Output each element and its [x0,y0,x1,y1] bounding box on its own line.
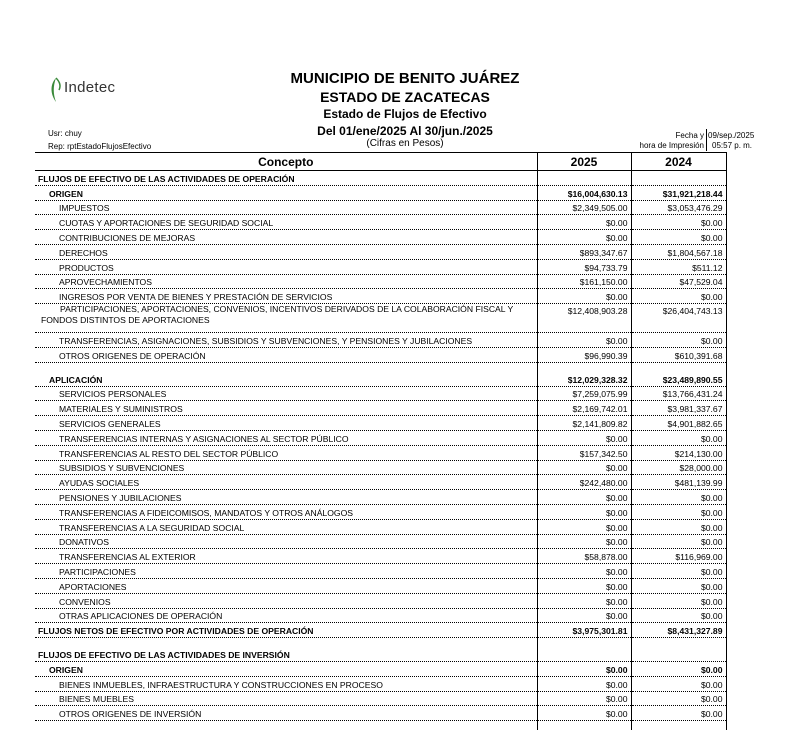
table-row [35,564,726,579]
table-row [35,289,726,304]
row-concepto: DERECHOS [35,244,537,259]
year-2025-header: 2025 [537,153,631,171]
row-value-2024 [631,362,726,372]
table-row [35,593,726,608]
indetec-logo [48,76,128,106]
row-concepto: TRANSFERENCIAS, ASIGNACIONES, SUBSIDIOS Y SUBVENCIONES, Y PENSIONES Y JUBILACIONES [35,333,537,348]
row-concepto: SUBSIDIOS Y SUBVENCIONES [35,460,537,475]
row-value-2025: $0.00 [537,578,631,593]
row-value-2024: $0.00 [631,230,726,245]
table-row [35,519,726,534]
hora-value: 05:57 p. m. [712,141,753,150]
row-value-2024: $0.00 [631,289,726,304]
row-value-2025: $0.00 [537,661,631,676]
row-concepto: SERVICIOS GENERALES [35,416,537,431]
row-value-2024: $31,921,218.44 [631,185,726,200]
row-value-2025: $2,141,809.82 [537,416,631,431]
fecha-label: Fecha y [675,131,704,140]
row-concepto: BIENES INMUEBLES, INFRAESTRUCTURA Y CONSTRUCCIONES EN PROCESO [35,676,537,691]
row-value-2025: $0.00 [537,333,631,348]
row-concepto [35,362,537,372]
row-value-2025: $94,733.79 [537,259,631,274]
row-value-2025: $12,029,328.32 [537,372,631,386]
table-row [35,623,726,638]
row-concepto: OTROS ORIGENES DE INVERSIÓN [35,706,537,721]
table-row [35,259,726,274]
table-row [35,445,726,460]
table-row [35,460,726,475]
row-value-2024: $3,053,476.29 [631,200,726,215]
row-value-2024: $0.00 [631,430,726,445]
table-row [35,549,726,564]
table-row [35,534,726,549]
row-concepto: OTROS ORIGENES DE OPERACIÓN [35,347,537,362]
year-2024-header: 2024 [631,153,726,171]
row-value-2025: $0.00 [537,490,631,505]
row-value-2024: $0.00 [631,490,726,505]
hora-label: hora de Impresión [639,141,704,150]
row-value-2024 [631,721,726,730]
row-value-2025: $0.00 [537,519,631,534]
logo-text: Indetec [64,79,116,96]
row-value-2024: $0.00 [631,706,726,721]
concepto-header: Concepto [35,153,537,171]
meta-divider [706,129,707,151]
row-concepto: CONVENIOS [35,593,537,608]
table-row [35,647,726,661]
row-concepto: PRODUCTOS [35,259,537,274]
row-value-2025: $242,480.00 [537,475,631,490]
row-concepto: BIENES MUEBLES [35,691,537,706]
row-concepto: FLUJOS DE EFECTIVO DE LAS ACTIVIDADES DE OPERACIÓN [35,171,537,186]
row-concepto: CUOTAS Y APORTACIONES DE SEGURIDAD SOCIAL [35,215,537,230]
row-concepto: ORIGEN [35,185,537,200]
row-value-2024: $13,766,431.24 [631,386,726,401]
row-value-2024: $0.00 [631,691,726,706]
row-concepto: TRANSFERENCIAS AL EXTERIOR [35,549,537,564]
table-row [35,490,726,505]
row-concepto: PARTICIPACIONES [35,564,537,579]
row-concepto [35,638,537,648]
table-row [35,706,726,721]
row-value-2024: $0.00 [631,215,726,230]
row-value-2025: $58,878.00 [537,549,631,564]
row-value-2024: $0.00 [631,593,726,608]
row-value-2025: $0.00 [537,230,631,245]
row-value-2025: $12,408,903.28 [537,304,631,333]
row-value-2025: $2,169,742.01 [537,401,631,416]
row-concepto: ORIGEN [35,661,537,676]
table-row [35,691,726,706]
report-id-label: Rep: rptEstadoFlujosEfectivo [48,142,152,151]
row-value-2025 [537,362,631,372]
table-header-row [35,153,726,171]
row-value-2025: $16,004,630.13 [537,185,631,200]
row-value-2024: $8,431,327.89 [631,623,726,638]
row-value-2025: $0.00 [537,289,631,304]
row-value-2024 [631,638,726,648]
row-value-2024: $4,901,882.65 [631,416,726,431]
table-row [35,661,726,676]
row-concepto: SERVICIOS PERSONALES [35,386,537,401]
row-value-2025 [537,647,631,661]
row-concepto [35,721,537,730]
table-row [35,347,726,362]
row-value-2025: $0.00 [537,534,631,549]
row-value-2025: $0.00 [537,460,631,475]
table-row [35,416,726,431]
row-value-2024: $1,804,567.18 [631,244,726,259]
leaf-icon [48,76,64,104]
table-row [35,721,726,730]
row-value-2025: $161,150.00 [537,274,631,289]
row-value-2025 [537,638,631,648]
table-row [35,200,726,215]
row-concepto: TRANSFERENCIAS A LA SEGURIDAD SOCIAL [35,519,537,534]
table-row [35,676,726,691]
table-row [35,215,726,230]
row-value-2025: $96,990.39 [537,347,631,362]
table-row [35,475,726,490]
row-concepto: CONTRIBUCIONES DE MEJORAS [35,230,537,245]
estado-title: ESTADO DE ZACATECAS [320,89,490,105]
row-concepto: PARTICIPACIONES, APORTACIONES, CONVENIOS, INCENTIVOS DERIVADOS DE LA COLABORACIÓN FISCAL Y FONDOS DISTINTOS DE APORTACIONES [35,304,537,333]
row-concepto: OTRAS APLICACIONES DE OPERACIÓN [35,608,537,623]
row-value-2025 [537,721,631,730]
row-value-2024: $47,529.04 [631,274,726,289]
row-concepto: PENSIONES Y JUBILACIONES [35,490,537,505]
table-row [35,230,726,245]
table-row [35,171,726,186]
table-row [35,430,726,445]
row-value-2025: $2,349,505.00 [537,200,631,215]
row-concepto: TRANSFERENCIAS AL RESTO DEL SECTOR PÚBLICO [35,445,537,460]
user-label: Usr: chuy [48,129,82,138]
report-period: Del 01/ene/2025 Al 30/jun./2025 [317,124,493,138]
row-concepto: MATERIALES Y SUMINISTROS [35,401,537,416]
row-value-2025: $0.00 [537,608,631,623]
row-value-2025: $0.00 [537,691,631,706]
row-value-2025: $0.00 [537,676,631,691]
row-value-2024: $214,130.00 [631,445,726,460]
row-value-2025: $3,975,301.81 [537,623,631,638]
row-value-2025 [537,171,631,186]
row-value-2025: $157,342.50 [537,445,631,460]
row-value-2025: $0.00 [537,564,631,579]
row-value-2025: $0.00 [537,430,631,445]
table-row [35,578,726,593]
row-value-2024: $23,489,890.55 [631,372,726,386]
row-value-2024: $511.12 [631,259,726,274]
row-concepto: FLUJOS DE EFECTIVO DE LAS ACTIVIDADES DE INVERSIÓN [35,647,537,661]
row-value-2024: $0.00 [631,578,726,593]
row-value-2025: $7,259,075.99 [537,386,631,401]
row-concepto: APROVECHAMIENTOS [35,274,537,289]
row-value-2024: $3,981,337.67 [631,401,726,416]
table-row [35,244,726,259]
row-concepto: FLUJOS NETOS DE EFECTIVO POR ACTIVIDADES DE OPERACIÓN [35,623,537,638]
table-row [35,504,726,519]
row-value-2024: $0.00 [631,534,726,549]
row-value-2025: $0.00 [537,215,631,230]
row-concepto: IMPUESTOS [35,200,537,215]
row-value-2024: $28,000.00 [631,460,726,475]
row-value-2025: $0.00 [537,504,631,519]
row-value-2025: $0.00 [537,706,631,721]
table-row [35,185,726,200]
row-concepto: TRANSFERENCIAS INTERNAS Y ASIGNACIONES AL SECTOR PÚBLICO [35,430,537,445]
row-value-2024: $0.00 [631,504,726,519]
row-value-2025: $0.00 [537,593,631,608]
row-value-2024: $0.00 [631,564,726,579]
row-concepto: APLICACIÓN [35,372,537,386]
table-row [35,304,726,333]
row-value-2024: $610,391.68 [631,347,726,362]
row-value-2024: $0.00 [631,676,726,691]
table-row [35,333,726,348]
row-concepto: AYUDAS SOCIALES [35,475,537,490]
row-concepto: TRANSFERENCIAS A FIDEICOMISOS, MANDATOS Y OTROS ANÁLOGOS [35,504,537,519]
row-value-2024: $0.00 [631,333,726,348]
municipio-title: MUNICIPIO DE BENITO JUÁREZ [290,70,520,87]
row-concepto: APORTACIONES [35,578,537,593]
cash-flow-table [35,152,727,730]
table-row [35,362,726,372]
row-value-2024: $0.00 [631,661,726,676]
report-units: (Cifras en Pesos) [366,138,444,149]
report-title: Estado de Flujos de Efectivo [323,107,487,121]
row-value-2024: $0.00 [631,519,726,534]
row-value-2024: $26,404,743.13 [631,304,726,333]
fecha-value: 09/sep./2025 [708,131,755,140]
row-value-2024: $116,969.00 [631,549,726,564]
row-value-2024 [631,647,726,661]
row-concepto: DONATIVOS [35,534,537,549]
table-row [35,401,726,416]
row-value-2024 [631,171,726,186]
row-value-2025: $893,347.67 [537,244,631,259]
row-value-2024: $481,139.99 [631,475,726,490]
table-row [35,372,726,386]
table-row [35,608,726,623]
row-value-2024: $0.00 [631,608,726,623]
table-row [35,274,726,289]
table-row [35,638,726,648]
row-concepto: INGRESOS POR VENTA DE BIENES Y PRESTACIÓN DE SERVICIOS [35,289,537,304]
table-row [35,386,726,401]
